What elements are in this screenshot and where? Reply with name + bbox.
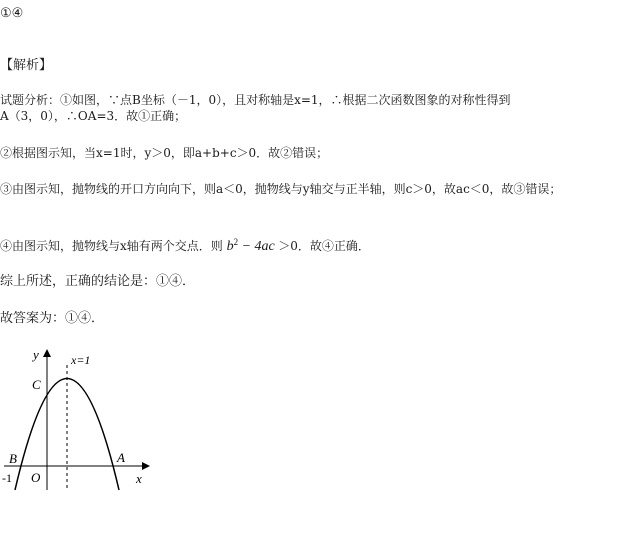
discriminant-b: b <box>226 239 234 254</box>
summary-line: 综上所述，正确的结论是：①④． <box>0 274 196 289</box>
analysis-line-5 <box>0 234 370 255</box>
origin-label: O <box>31 470 41 485</box>
y-axis-arrow <box>43 349 51 357</box>
discriminant-expression <box>227 239 279 254</box>
point-c-label: C <box>32 377 41 392</box>
analysis-line-4: ③由图示知，抛物线的开口方向向下，则a＜0，抛物线与y轴交与正半轴，则c＞0，故ac＜0，故③错误； <box>0 182 562 196</box>
answer-text: ①④ <box>0 6 24 21</box>
analysis-line-1: 试题分析：①如图，∵点B坐标（－1，0），且对称轴是x=1，∴根据二次函数图象的对称性得到 <box>0 93 511 107</box>
x-axis-arrow <box>142 462 150 470</box>
parabola-graph <box>0 345 160 495</box>
discriminant-rest: − 4ac <box>238 239 279 254</box>
point-b-label: B <box>9 451 17 466</box>
y-axis-label: y <box>33 347 39 362</box>
x-axis-label: x <box>136 471 142 486</box>
line-5-prefix: ④由图示知，抛物线与x轴有两个交点．则 <box>0 239 223 253</box>
symmetry-axis-label: x=1 <box>71 353 91 367</box>
analysis-heading: 【解析】 <box>0 58 53 73</box>
discriminant-exponent: 2 <box>233 237 239 247</box>
analysis-line-3: ②根据图示知，当x=1时，y＞0，即a+b+c＞0．故②错误； <box>0 146 329 160</box>
point-a-label: A <box>117 450 125 465</box>
final-answer-line: 故答案为：①④． <box>0 311 105 326</box>
minus-one-label: -1 <box>2 471 12 485</box>
analysis-line-2: A（3，0），∴OA=3．故①正确； <box>0 109 187 123</box>
line-5-suffix: ＞0．故④正确． <box>278 239 370 253</box>
